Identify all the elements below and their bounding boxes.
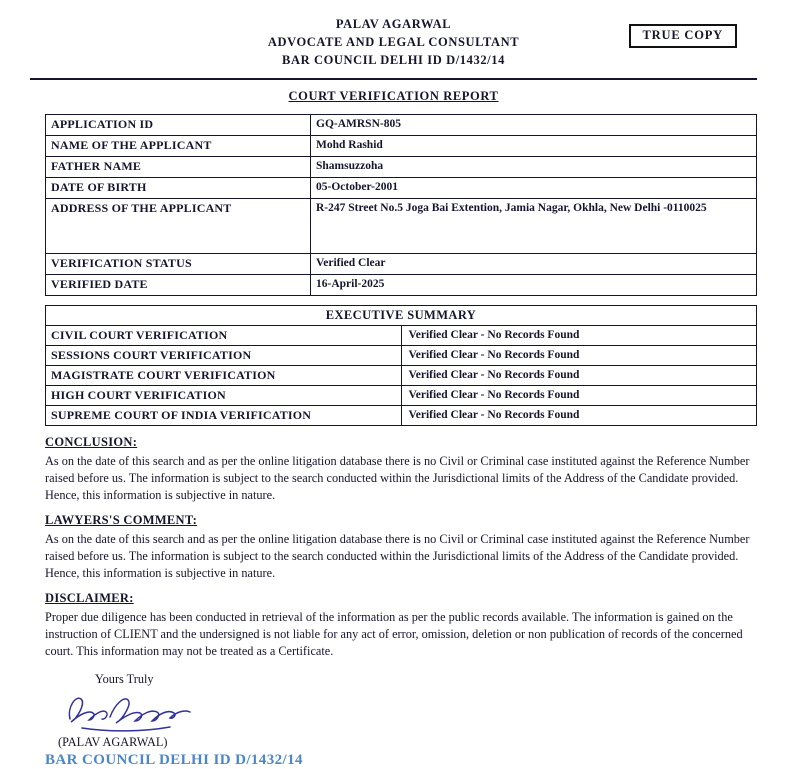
table-row	[46, 254, 757, 275]
field-label: ADDRESS OF THE APPLICANT	[46, 199, 311, 254]
verification-label: CIVIL COURT VERIFICATION	[46, 326, 402, 346]
executive-summary-title: EXECUTIVE SUMMARY	[46, 306, 757, 326]
executive-summary-table	[45, 305, 757, 426]
true-copy-stamp	[629, 24, 737, 48]
verification-result: Verified Clear - No Records Found	[401, 326, 757, 346]
table-row	[46, 346, 757, 366]
verification-label: MAGISTRATE COURT VERIFICATION	[46, 366, 402, 386]
verification-label: HIGH COURT VERIFICATION	[46, 386, 402, 406]
table-row	[46, 306, 757, 326]
table-row	[46, 136, 757, 157]
advocate-title: ADVOCATE AND LEGAL CONSULTANT	[267, 35, 520, 49]
advocate-name: PALAV AGARWAL	[335, 17, 452, 31]
signoff-salutation: Yours Truly	[95, 672, 154, 686]
table-row	[46, 199, 757, 254]
field-label: NAME OF THE APPLICANT	[46, 136, 311, 157]
report-title-row	[30, 87, 757, 105]
field-label: VERIFIED DATE	[46, 275, 311, 296]
field-label: VERIFICATION STATUS	[46, 254, 311, 275]
table-row	[46, 366, 757, 386]
field-label: APPLICATION ID	[46, 115, 311, 136]
signed-advocate-name: (PALAV AGARWAL)	[58, 735, 168, 749]
table-row	[46, 178, 757, 199]
verification-result: Verified Clear - No Records Found	[401, 366, 757, 386]
conclusion-section	[45, 435, 752, 504]
verification-label: SESSIONS COURT VERIFICATION	[46, 346, 402, 366]
table-row	[46, 386, 757, 406]
disclaimer-body: Proper due diligence has been conducted in retrieval of the information as per the public records available. The information is gained on the instruction of CLIENT and the undersigned is not liable for any act of error, omission, deletion or non publication of records of the concerned court. This information may not be treated as a Certificate.	[45, 610, 743, 658]
lawyers-comment-body: As on the date of this search and as per the online litigation database there is no Civil or Criminal case instituted against the Reference Number raised before us. The information is subject to the search conducted within the Jurisdictional limits of the Address of the Candidate provided. Hence, this information is subjective in nature.	[45, 532, 750, 580]
field-label: DATE OF BIRTH	[46, 178, 311, 199]
footer-bar-council-id: BAR COUNCIL DELHI ID D/1432/14	[45, 752, 303, 768]
report-title: COURT VERIFICATION REPORT	[288, 89, 499, 103]
verification-result: Verified Clear - No Records Found	[401, 386, 757, 406]
field-value: R-247 Street No.5 Joga Bai Extention, Jamia Nagar, Okhla, New Delhi -0110025	[311, 199, 757, 254]
verification-label: SUPREME COURT OF INDIA VERIFICATION	[46, 406, 402, 426]
conclusion-heading: CONCLUSION:	[45, 435, 138, 449]
table-row	[46, 275, 757, 296]
field-value: Shamsuzzoha	[311, 157, 757, 178]
table-row	[46, 326, 757, 346]
field-label: FATHER NAME	[46, 157, 311, 178]
true-copy-label: TRUE COPY	[642, 28, 723, 42]
table-row	[46, 157, 757, 178]
field-value: 16-April-2025	[311, 275, 757, 296]
disclaimer-section	[45, 591, 752, 660]
field-value: Verified Clear	[311, 254, 757, 275]
table-row	[46, 406, 757, 426]
signature-image	[60, 689, 210, 735]
field-value: GQ-AMRSN-805	[311, 115, 757, 136]
header-divider	[30, 78, 757, 80]
verification-result: Verified Clear - No Records Found	[401, 406, 757, 426]
applicant-table	[45, 114, 757, 296]
verification-result: Verified Clear - No Records Found	[401, 346, 757, 366]
field-value: Mohd Rashid	[311, 136, 757, 157]
lawyers-comment-section	[45, 513, 752, 582]
table-row	[46, 115, 757, 136]
lawyers-comment-heading: LAWYERS'S COMMENT:	[45, 513, 198, 527]
field-value: 05-October-2001	[311, 178, 757, 199]
conclusion-body: As on the date of this search and as per the online litigation database there is no Civil or Criminal case instituted against the Reference Number raised before us. The information is subject to the search conducted within the Jurisdictional limits of the Address of the Candidate provided. Hence, this information is subjective in nature.	[45, 454, 750, 502]
disclaimer-heading: DISCLAIMER:	[45, 591, 134, 605]
bar-council-id: BAR COUNCIL DELHI ID D/1432/14	[282, 53, 505, 67]
